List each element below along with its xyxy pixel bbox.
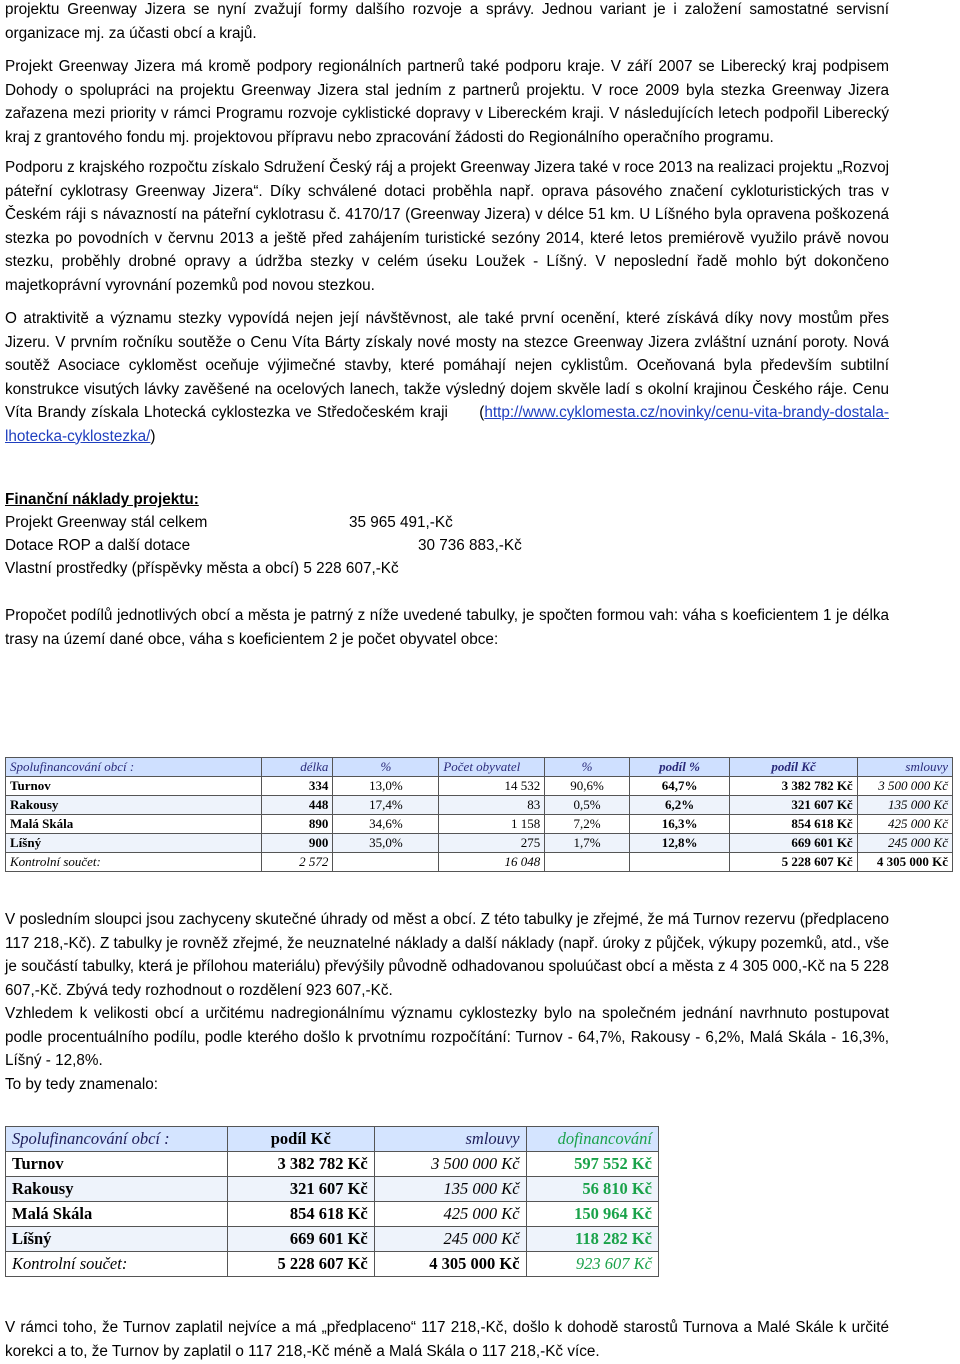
table-header-cell: podíl Kč: [730, 758, 857, 777]
table-header-cell: Spolufinancování obcí :: [6, 1127, 228, 1152]
finance-value: 30 736 883,-Kč: [418, 537, 522, 554]
table-cell: 923 607 Kč: [526, 1252, 658, 1277]
document-page: [5, 0, 889, 651]
cofinancing-table: [5, 757, 953, 872]
table-cell: 890: [261, 815, 333, 834]
award-text: O atraktivitě a významu stezky vypovídá nejen její návštěvnost, ale také první ocenění, které získává díky novy mostům přes Jizeru. V prvním ročníku soutěže o Cenu Víta Bárty získaly nové mosty na stezce Greenway Jizera zvláštní uznání poroty. Nová soutěž Asociace cykloměst oceňuje výjimečné stavby, které pomáhají nejen cyklistům. Oceňovaná byla především subtilní konstrukce visutých lávky zavěšené na ocelových lanech, takže výsledný dojem skvěle ladí s okolní krajinou Českého ráje. Cenu Víta Brandy získala Lhotecká cyklostezka ve Středočeském kraji: [5, 310, 889, 421]
paragraph-to-by-tedy: To by tedy znamenalo:: [5, 1075, 159, 1093]
table-cell: 135 000 Kč: [374, 1177, 526, 1202]
table-cell: 1,7%: [545, 834, 630, 853]
paragraph-award: [5, 307, 889, 448]
paragraph-turnov-reserve: V posledním sloupci jsou zachyceny skutečné úhrady od měst a obcí. Z této tabulky je zřejmé, že má Turnov rezervu (předplaceno 117 218,-Kč). Z tabulky je rovněž zřejmé, že neuznatelné náklady a další náklady (např. úroky z půjček, výkupy pozemků, atd., vše je součástí tabulky, která je přílohou materiálu) převýšily původně odhadovanou spoluúčast obcí a města z 4 305 000,-Kč na 5 228 607,-Kč. Zbývá tedy rozhodnout o rozdělení 923 607,-Kč.: [5, 911, 889, 999]
cyklomesta-link[interactable]: http://www.cyklomesta.cz/novinky/cenu-vita-brandy-dostala-lhotecka-cyklostezka/: [5, 404, 889, 445]
table-cell: [545, 853, 630, 872]
table-row: [6, 777, 953, 796]
table-cell: 118 282 Kč: [526, 1227, 658, 1252]
table-cell: 16,3%: [629, 815, 730, 834]
text-after-table1: [5, 908, 889, 1096]
table-row: [6, 796, 953, 815]
table-header-cell: dofinancování: [526, 1127, 658, 1152]
table-cell: 245 000 Kč: [374, 1227, 526, 1252]
table-cell: 12,8%: [629, 834, 730, 853]
table-cell: 448: [261, 796, 333, 815]
finance-heading: Finanční náklady projektu:: [5, 491, 199, 508]
table-cell: 13,0%: [333, 777, 439, 796]
table-cell: 425 000 Kč: [857, 815, 952, 834]
paragraph-budget-2013: Podporu z krajského rozpočtu získalo Sdružení Český ráj a projekt Greenway Jizera také v roce 2013 na realizaci projektu „Rozvoj páteřní cyklotrasy Greenway Jizera“. Díky schválené dotaci proběhla např. oprava pásového značení cykloturistických tras v Českém ráji s návazností na páteřní cyklotrasu č. 4170/17 (Greenway Jizera) v délce 51 km. U Líšného byla opravena poškozená stezka po povodních v červnu 2013 a ještě před zahájením turistické sezóny 2014, které letos premiérově využilo právě novou stezku, proběhly drobné opravy a údržba stezky v celém úseku Loužek - Líšný. V neposlední řadě mohlo být dokončeno majetkoprávní vyrovnání pozemků pod novou stezkou.: [5, 159, 889, 294]
table-cell: 425 000 Kč: [374, 1202, 526, 1227]
table-sum-row: [6, 853, 953, 872]
table-row: [6, 834, 953, 853]
table-cell: Rakousy: [6, 796, 262, 815]
refinancing-table: [5, 1126, 659, 1277]
table-header-cell: %: [333, 758, 439, 777]
table-header-cell: délka: [261, 758, 333, 777]
table-cell: 150 964 Kč: [526, 1202, 658, 1227]
paragraph-korekce: V rámci toho, že Turnov zaplatil nejvíce a má „předplaceno“ 117 218,-Kč, došlo k dohodě starostů Turnova a Malé Skále k určité korekci a to, že Turnov by zaplatil o 117 218,-Kč méně a Malá Skála o 117 218,-Kč více.: [5, 1319, 889, 1360]
table-cell: Rakousy: [6, 1177, 228, 1202]
table-cell: 669 601 Kč: [227, 1227, 374, 1252]
finance-row-vlastni: [5, 557, 889, 580]
table-cell: 2 572: [261, 853, 333, 872]
table-cell: 3 382 782 Kč: [730, 777, 857, 796]
table-cell: Kontrolní součet:: [6, 1252, 228, 1277]
table-cell: 1 158: [439, 815, 545, 834]
table-cell: 5 228 607 Kč: [730, 853, 857, 872]
table-cell: 4 305 000 Kč: [374, 1252, 526, 1277]
table-row: [6, 1177, 659, 1202]
table-header-row: [6, 1127, 659, 1152]
table-cell: [333, 853, 439, 872]
table-cell: 6,2%: [629, 796, 730, 815]
table-cell: 56 810 Kč: [526, 1177, 658, 1202]
finance-row-dotace: [5, 534, 889, 557]
table-cell: 16 048: [439, 853, 545, 872]
table-cell: 3 500 000 Kč: [857, 777, 952, 796]
table-header-cell: smlouvy: [374, 1127, 526, 1152]
finance-value: 5 228 607,-Kč: [303, 560, 399, 577]
table-cell: Malá Skála: [6, 815, 262, 834]
table-cell: 854 618 Kč: [227, 1202, 374, 1227]
table-cell: 4 305 000 Kč: [857, 853, 952, 872]
link-close-paren: ): [150, 427, 156, 445]
table-header-cell: %: [545, 758, 630, 777]
finance-label: Dotace ROP a další dotace: [5, 537, 191, 554]
table-cell: 669 601 Kč: [730, 834, 857, 853]
table-row: [6, 1227, 659, 1252]
table-cell: Kontrolní součet:: [6, 853, 262, 872]
table-cell: 321 607 Kč: [227, 1177, 374, 1202]
paragraph-percent-split: Vzhledem k velikosti obcí a určitému nadregionálnímu významu cyklostezky bylo na společném jednání navrhnuto postupovat podle procentuálního podílu, podle kterého došlo k prvotnímu rozpočítání: Turnov - 64,7%, Rakousy - 6,2%, Malá Skála - 16,3%, Líšný - 12,8%.: [5, 1005, 889, 1069]
table-header-cell: podíl %: [629, 758, 730, 777]
table-cell: 35,0%: [333, 834, 439, 853]
table-cell: 5 228 607 Kč: [227, 1252, 374, 1277]
table-cell: 854 618 Kč: [730, 815, 857, 834]
table-header-cell: Spolufinancování obcí :: [6, 758, 262, 777]
paragraph-kraj-support: Projekt Greenway Jizera má kromě podpory regionálních partnerů také podporu kraje. V září 2007 se Liberecký kraj podpisem Dohody o spolupráci na projektu Greenway Jizera stal jedním z partnerů projektu. V roce 2009 byla stezka Greenway Jizera zařazena mezi priority v rámci Programu rozvoje cyklistické dopravy v Libereckém kraji. V následujících letech podpořil Liberecký kraj z grantového fondu mj. projektovou přípravu nebo zpracování žádosti do Regionálního operačního programu.: [5, 58, 889, 146]
table-header-cell: podíl Kč: [227, 1127, 374, 1152]
table-row: [6, 1202, 659, 1227]
finance-value: 35 965 491,-Kč: [349, 514, 453, 531]
table-cell: 0,5%: [545, 796, 630, 815]
table-cell: 14 532: [439, 777, 545, 796]
table-cell: 90,6%: [545, 777, 630, 796]
table-cell: 275: [439, 834, 545, 853]
table-cell: Líšný: [6, 834, 262, 853]
table-sum-row: [6, 1252, 659, 1277]
link-open-paren: (: [447, 404, 485, 421]
table-cell: 245 000 Kč: [857, 834, 952, 853]
table-cell: 135 000 Kč: [857, 796, 952, 815]
table-header-cell: smlouvy: [857, 758, 952, 777]
table-cell: Turnov: [6, 777, 262, 796]
table-cell: 7,2%: [545, 815, 630, 834]
table-cell: 900: [261, 834, 333, 853]
table-header-row: [6, 758, 953, 777]
table-cell: 34,6%: [333, 815, 439, 834]
table-cell: 321 607 Kč: [730, 796, 857, 815]
table-row: [6, 815, 953, 834]
finance-label: Vlastní prostředky (příspěvky města a obcí): [5, 560, 300, 577]
table-cell: 3 382 782 Kč: [227, 1152, 374, 1177]
paragraph-intro: projektu Greenway Jizera se nyní zvažují formy dalšího rozvoje a správy. Jednou variant je i založení samostatné servisní organizace mj. za účasti obcí a krajů.: [5, 1, 889, 42]
table-header-cell: Počet obyvatel: [439, 758, 545, 777]
table-cell: 64,7%: [629, 777, 730, 796]
finance-label: Projekt Greenway stál celkem: [5, 514, 208, 531]
table-cell: Malá Skála: [6, 1202, 228, 1227]
paragraph-vahy: Propočet podílů jednotlivých obcí a města je patrný z níže uvedené tabulky, je spočten formou vah: váha s koeficientem 1 je délka trasy na území dané obce, váha s koeficientem 2 je počet obyvatel obce:: [5, 607, 889, 648]
table-cell: Turnov: [6, 1152, 228, 1177]
table-cell: Líšný: [6, 1227, 228, 1252]
table-cell: 17,4%: [333, 796, 439, 815]
table-cell: 3 500 000 Kč: [374, 1152, 526, 1177]
table-cell: [629, 853, 730, 872]
finance-row-total: [5, 511, 889, 534]
table-cell: 334: [261, 777, 333, 796]
table-cell: 597 552 Kč: [526, 1152, 658, 1177]
table-row: [6, 1152, 659, 1177]
closing-text: [5, 1316, 889, 1363]
table-cell: 83: [439, 796, 545, 815]
